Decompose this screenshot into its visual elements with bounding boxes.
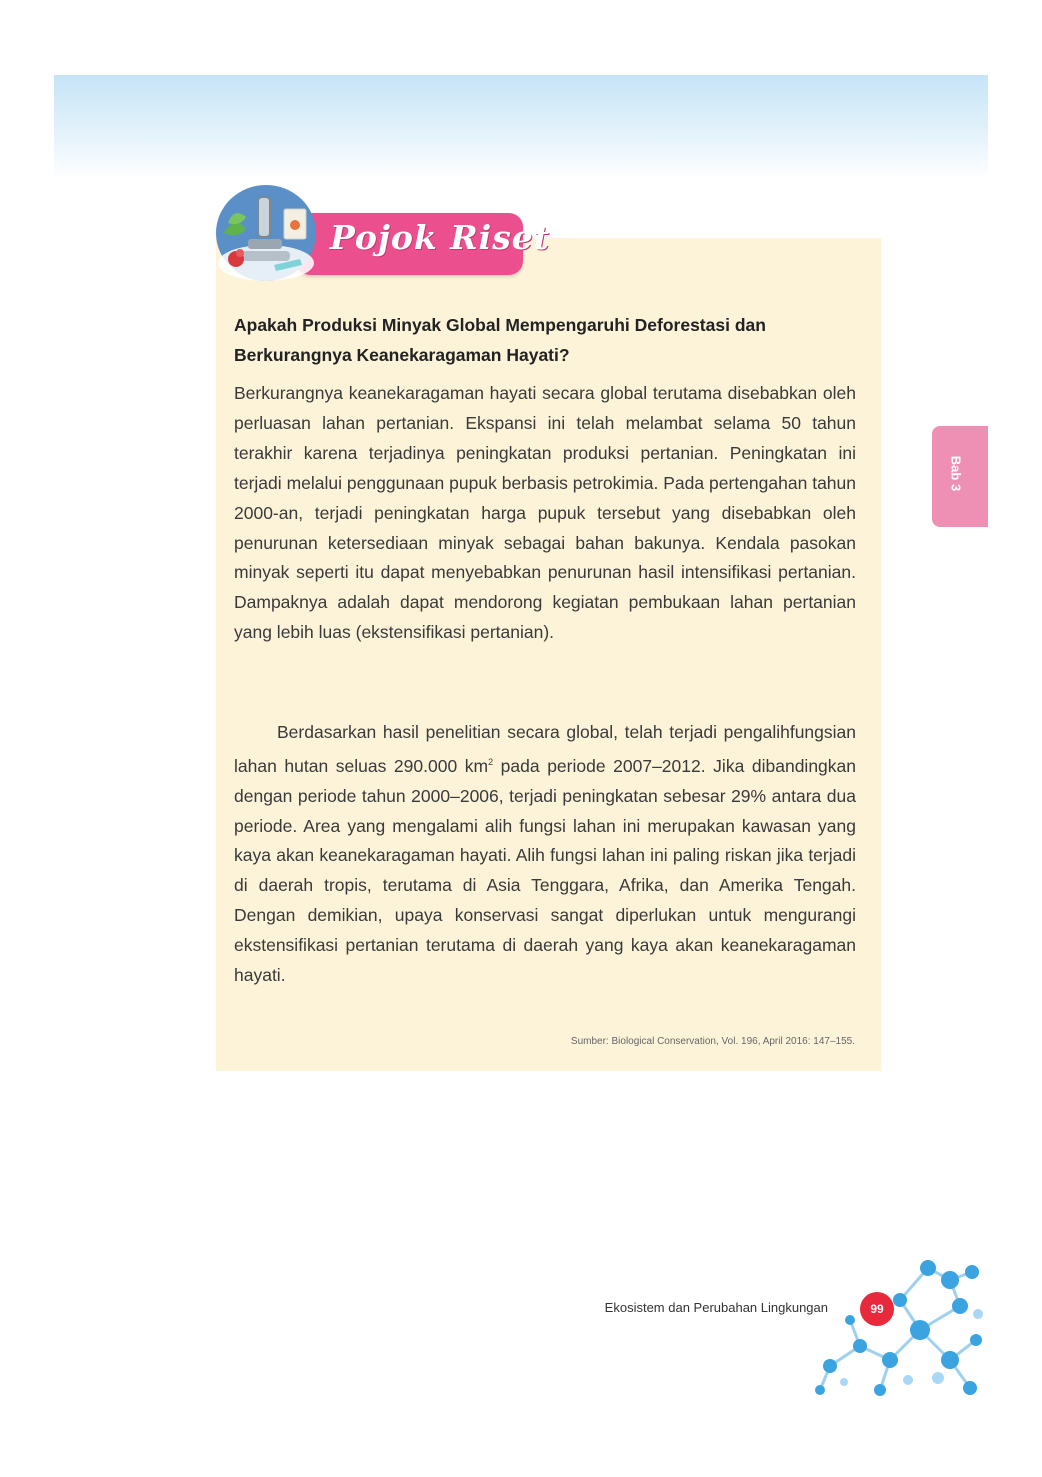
body-paragraph-2 [234, 718, 856, 991]
chapter-side-tab-label: Bab 3 [948, 455, 964, 492]
header-gradient-band [54, 75, 988, 180]
source-citation: Sumber: Biological Conservation, Vol. 196, April 2016: 147–155. [570, 1036, 855, 1047]
body-paragraph-1: Berkurangnya keanekaragaman hayati secara global terutama disebabkan oleh perluasan lahan pertanian. Ekspansi ini telah melambat selama 50 tahun terakhir karena terjadinya peningkatan produksi pertanian. Peningkatan ini terjadi melalui penggunaan pupuk berbasis petrokimia. Pada pertengahan tahun 2000-an, terjadi peningkatan harga pupuk tersebut yang disebabkan oleh penurunan ketersediaan minyak sebagai bahan bakunya. Kendala pasokan minyak seperti itu dapat menyebabkan penurunan hasil intensifikasi pertanian. Dampaknya adalah dapat mendorong kegiatan pembukaan lahan pertanian yang lebih luas (ekstensifikasi pertanian). [234, 383, 856, 643]
superscript-2: 2 [488, 756, 494, 767]
research-question-title: Apakah Produksi Minyak Global Mempengaruhi Deforestasi dan Berkurangnya Keanekaragaman Hayati? [234, 315, 766, 365]
molecule-decoration-icon [800, 1250, 990, 1405]
section-badge-label: Pojok Riset [330, 218, 551, 257]
microscope-lab-icon [214, 183, 318, 283]
paragraph-2-text-end: pada periode 2007–2012. Jika dibandingkan dengan periode tahun 2000–2006, terjadi peningkatan sebesar 29% antara dua periode. Area yang mengalami alih fungsi lahan ini merupakan kawasan yang kaya akan keanekaragaman hayati. Alih fungsi lahan ini paling riskan jika terjadi di daerah tropis, terutama di Asia Tenggara, Afrika, dan Amerika Tengah. Dengan demikian, upaya konservasi sangat diperlukan untuk mengurangi ekstensifikasi pertanian terutama di daerah yang kaya akan keanekaragaman hayati. [234, 755, 856, 986]
footer-chapter-title: Ekosistem dan Perubahan Lingkungan [604, 1300, 828, 1315]
page-number: 99 [860, 1292, 894, 1326]
paragraph-2-text-start: Berdasarkan hasil penelitian secara global, telah terjadi pengalihfungsian lahan hutan seluas 290.000 km [234, 722, 856, 776]
